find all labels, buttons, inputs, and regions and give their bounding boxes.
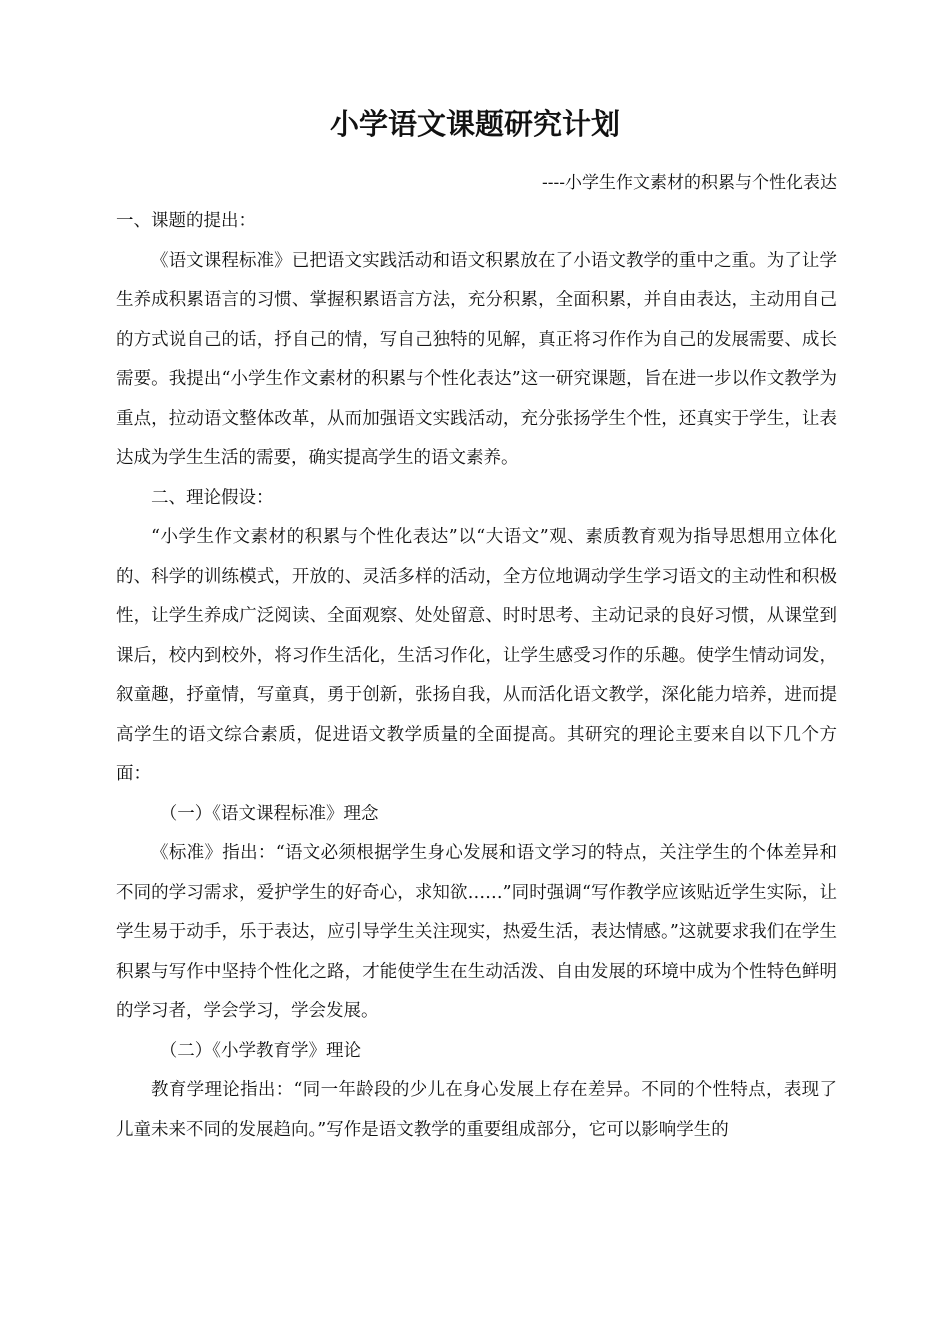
paragraph-3: 《标准》指出：“语文必须根据学生身心发展和语文学习的特点，关注学生的个体差异和不同的学习需求，爱护学生的好奇心，求知欲……”同时强调“写作教学应该贴近学生实际，让学生易于动手，乐于表达，应引导学生关注现实，热爱生活，表达情感。”这就要求我们在学生积累与写作中坚持个性化之路，才能使学生在生动活泼、自由发展的环境中成为个性特色鲜明的学习者，学会学习，学会发展。 — [116, 843, 837, 1021]
document-title: 小学语文课题研究计划 — [329, 107, 620, 141]
section-heading-2: 二、理论假设： — [151, 487, 274, 508]
paragraph-2: “小学生作文素材的积累与个性化表达”以“大语文”观、素质教育观为指导思想用立体化的、科学的训练模式，开放的、灵活多样的活动，全方位地调动学生学习语文的主动性和积极性，让学生养成广泛阅读、全面观察、处处留意、时时思考、主动记录的良好习惯，从课堂到课后，校内到校外，将习作生活化，生活习作化，让学生感受习作的乐趣。使学生情动词发，叙童趣，抒童情，写童真，勇于创新，张扬自我，从而活化语文教学，深化能力培养，进而提高学生的语文综合素质，促进语文教学质量的全面提高。其研究的理论主要来自以下几个方面： — [116, 527, 837, 784]
document-subtitle: ----小学生作文素材的积累与个性化表达 — [542, 173, 837, 193]
paragraph-4: 教育学理论指出：“同一年龄段的少儿在身心发展上存在差异。不同的个性特点，表现了儿童未来不同的发展趋向。”写作是语文教学的重要组成部分，它可以影响学生的 — [116, 1080, 837, 1140]
subheading-1: （一）《语文课程标准》理念 — [159, 803, 379, 824]
subheading-2: （二）《小学教育学》理论 — [159, 1040, 361, 1061]
document-body — [116, 202, 837, 1150]
paragraph-1: 《语文课程标准》已把语文实践活动和语文积累放在了小语文教学的重中之重。为了让学生养成积累语言的习惯、掌握积累语言方法，充分积累，全面积累，并自由表达，主动用自己的方式说自己的话，抒自己的情，写自己独特的见解，真正将习作作为自己的发展需要、成长需要。我提出“小学生作文素材的积累与个性化表达”这一研究课题，旨在进一步以作文教学为重点，拉动语文整体改革，从而加强语文实践活动，充分张扬学生个性，还真实于学生，让表达成为学生生活的需要，确实提高学生的语文素养。 — [116, 250, 837, 468]
section-heading-1: 一、课题的提出： — [116, 211, 256, 231]
